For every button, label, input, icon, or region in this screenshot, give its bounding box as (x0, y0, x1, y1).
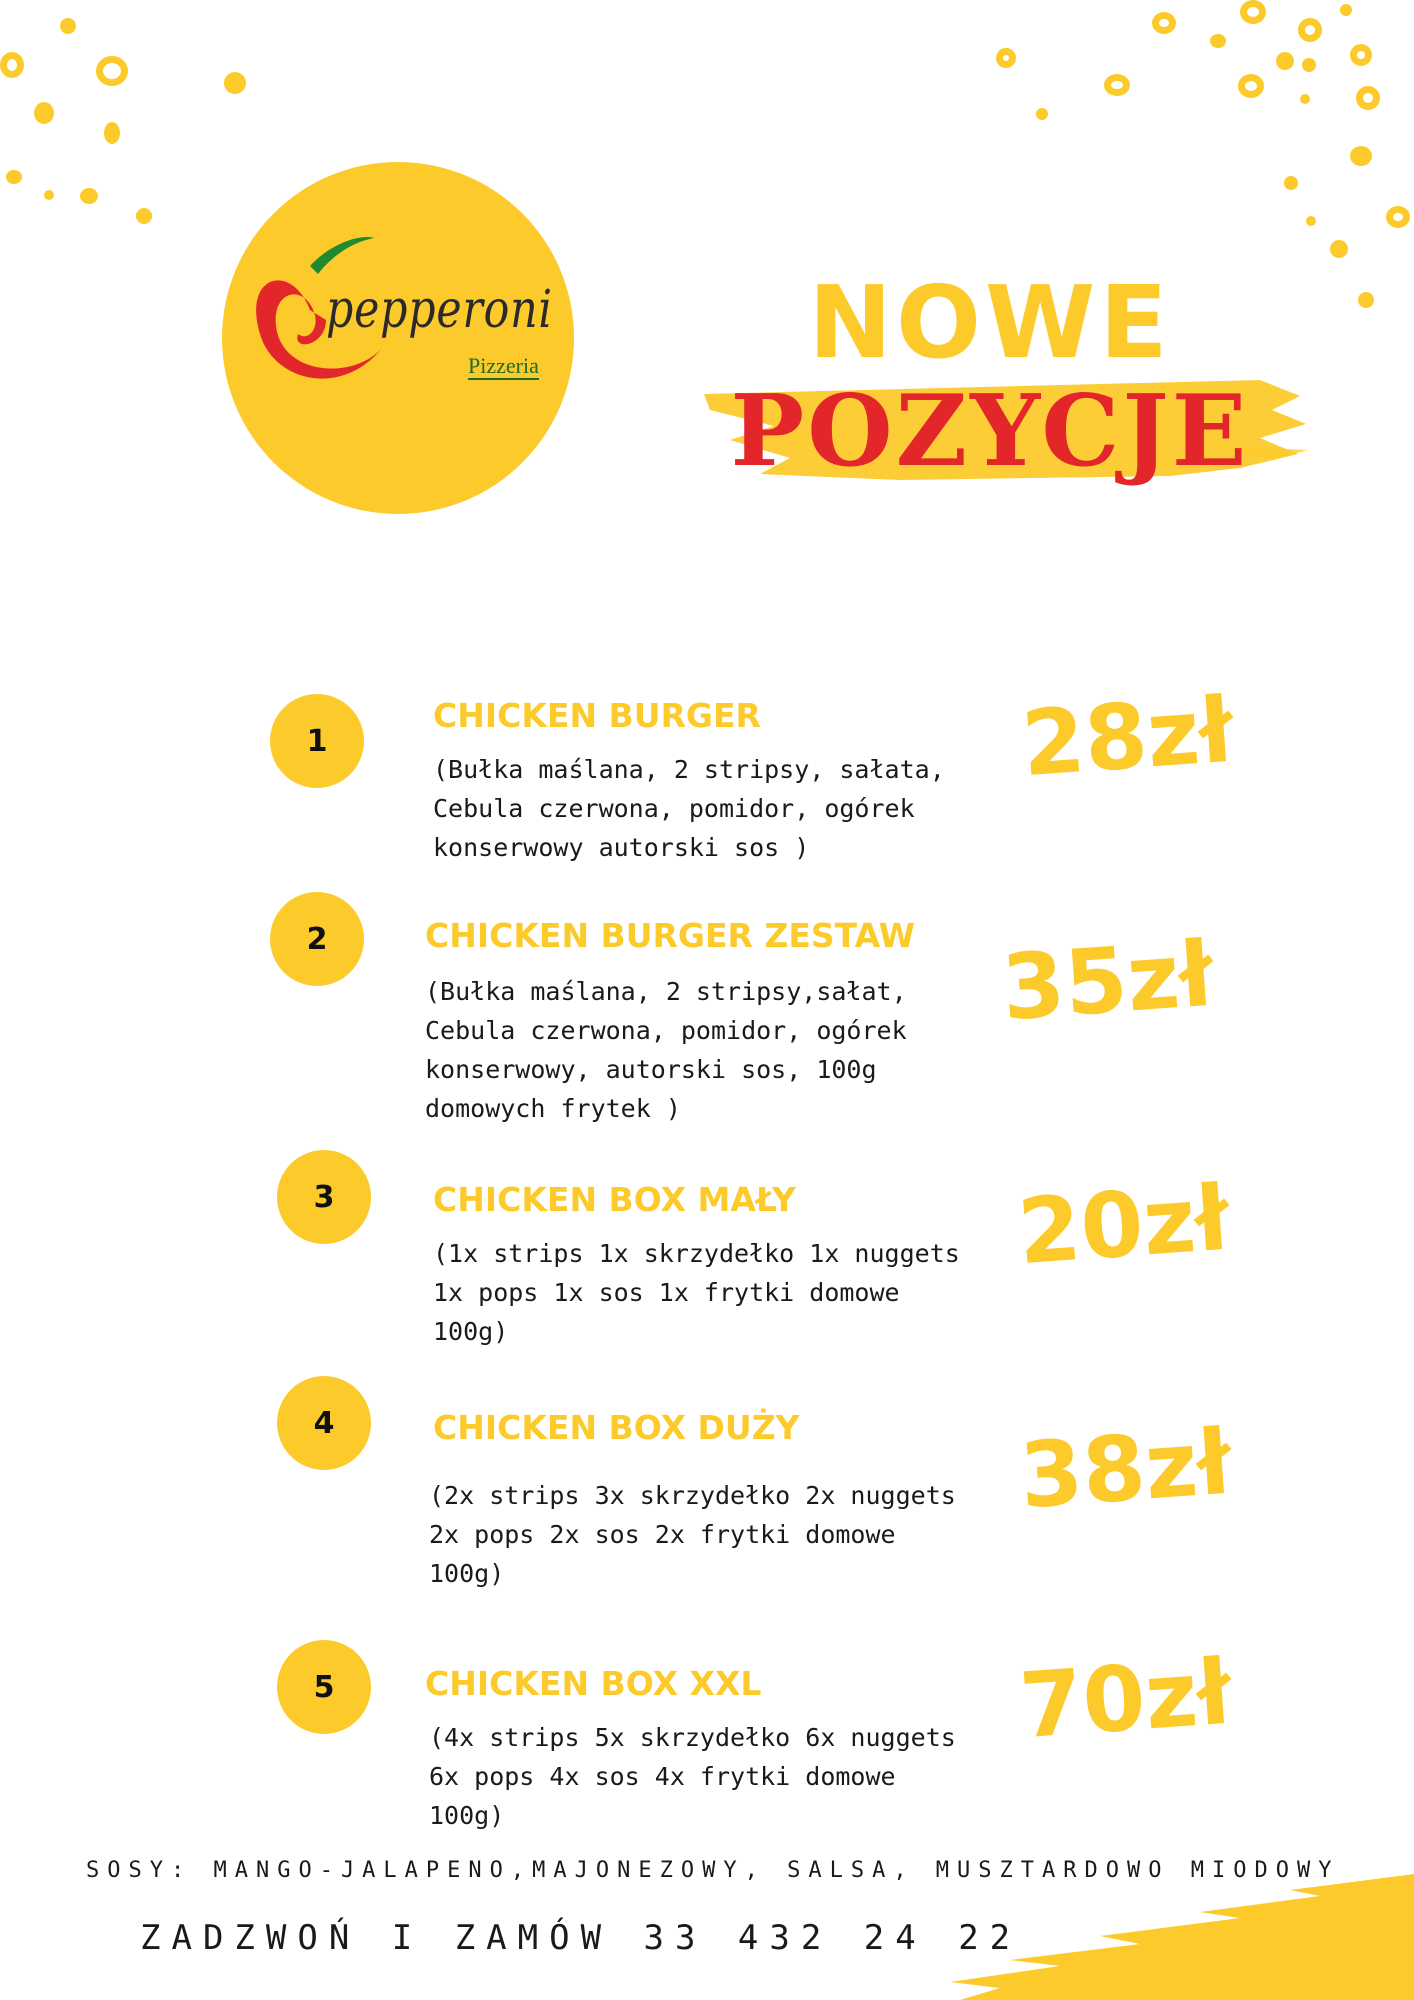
item-name: CHICKEN BURGER ZESTAW (425, 916, 916, 955)
item-description: (4x strips 5x skrzydełko 6x nuggets 6x pops 4x sos 4x frytki domowe 100g) (429, 1723, 956, 1830)
item-name: CHICKEN BOX MAŁY (433, 1180, 796, 1219)
item-number-badge: 3 (277, 1150, 371, 1244)
item-price: 20zł (1014, 1165, 1233, 1286)
heading-line-2: POZYCJE (730, 374, 1250, 489)
item-number-badge: 5 (277, 1640, 371, 1734)
item-name: CHICKEN BOX XXL (425, 1664, 762, 1703)
item-description: (2x strips 3x skrzydełko 2x nuggets 2x pops 2x sos 2x frytki domowe 100g) (429, 1481, 956, 1588)
item-description: (Bułka maślana, 2 stripsy, sałata, Cebula czerwona, pomidor, ogórek konserwowy autorski sos ) (433, 755, 945, 862)
sauces-line: SOSY: MANGO-JALAPENO,MAJONEZOWY, SALSA, MUSZTARDOWO MIODOWY (86, 1858, 1340, 1883)
item-description: (1x strips 1x skrzydełko 1x nuggets 1x pops 1x sos 1x frytki domowe 100g) (433, 1239, 960, 1346)
item-price: 28zł (1018, 677, 1237, 798)
item-price: 35zł (998, 921, 1217, 1042)
item-name: CHICKEN BURGER (433, 696, 761, 735)
item-description: (Bułka maślana, 2 stripsy,sałat, Cebula czerwona, pomidor, ogórek konserwowy, autorski sos, 100g domowych frytek ) (425, 977, 907, 1123)
item-number-badge: 1 (270, 694, 364, 788)
logo-subtitle: Pizzeria (468, 353, 539, 378)
item-number-badge: 4 (277, 1376, 371, 1470)
item-price: 70zł (1016, 1639, 1235, 1760)
item-name: CHICKEN BOX DUŻY (433, 1408, 800, 1447)
item-price: 38zł (1016, 1409, 1235, 1530)
heading-line-1: NOWE (808, 264, 1172, 381)
item-number-badge: 2 (270, 892, 364, 986)
logo-wordmark: pepperoni (326, 280, 553, 340)
logo (222, 162, 574, 514)
order-phone-line: ZADZWOŃ I ZAMÓW 33 432 24 22 (140, 1918, 1022, 1958)
